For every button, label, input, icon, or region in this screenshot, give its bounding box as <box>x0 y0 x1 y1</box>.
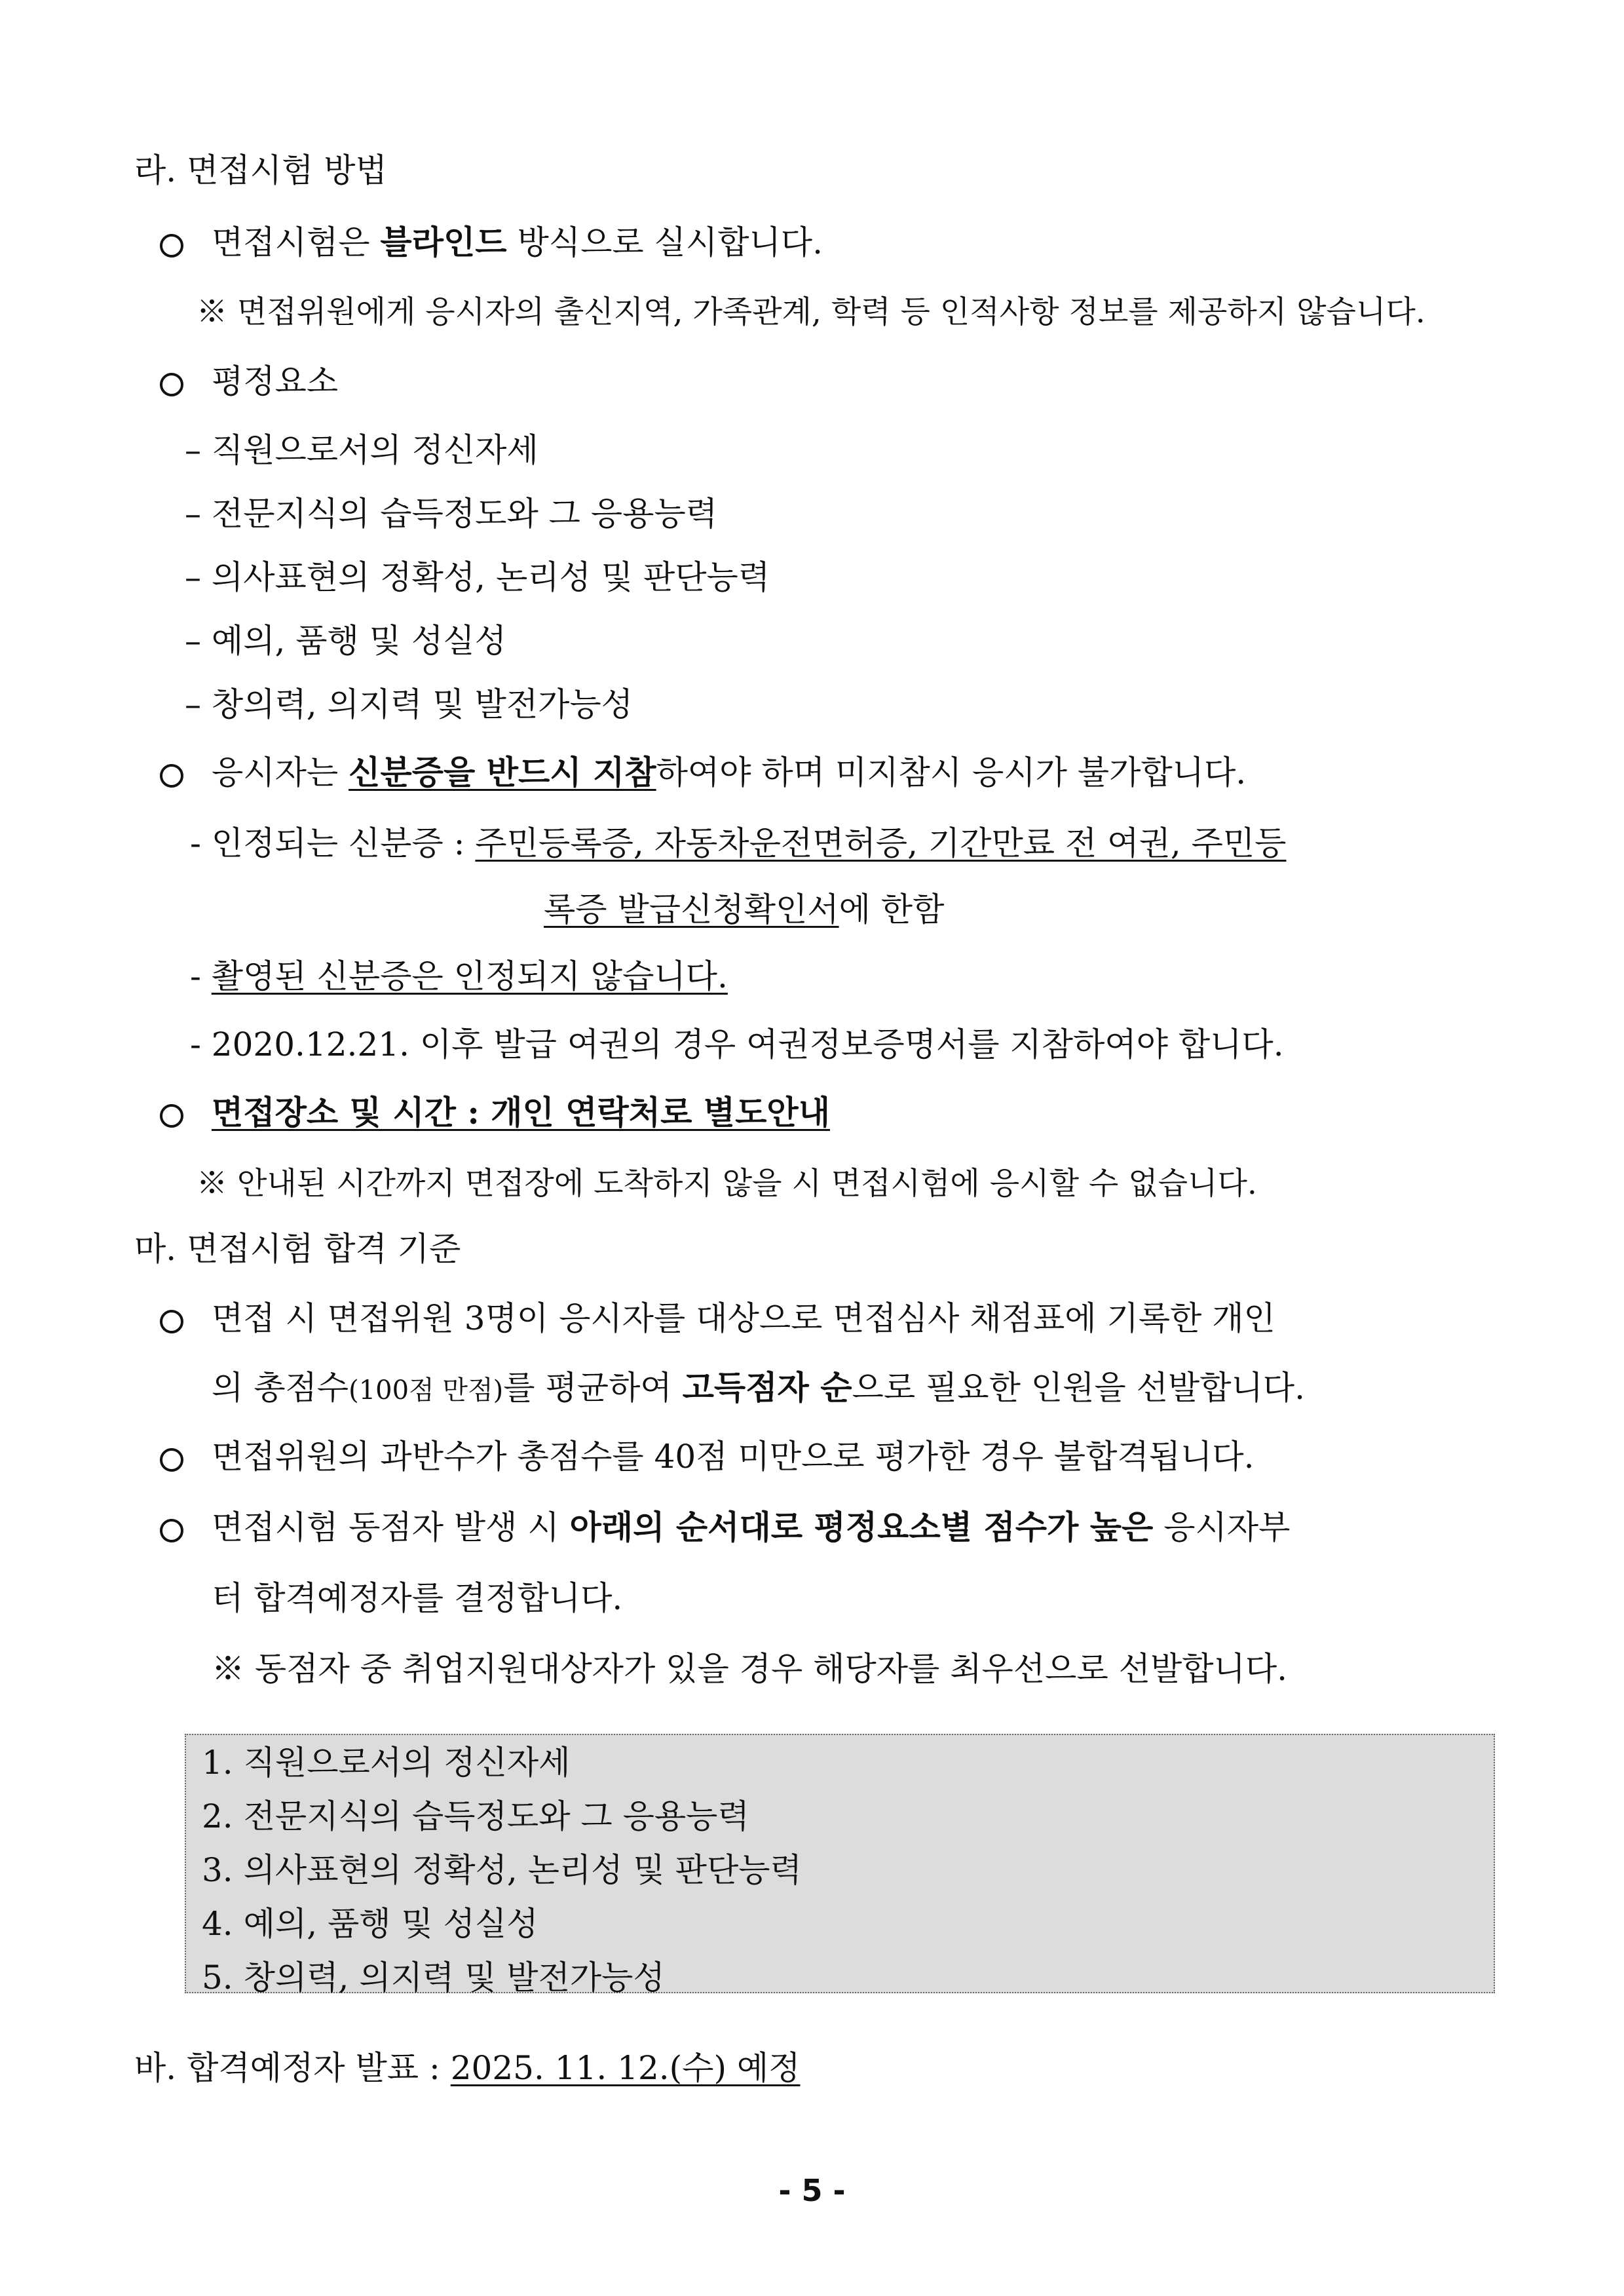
order-item: 5. 창의력, 의지력 및 발전가능성 <box>202 1959 665 1997</box>
tie-rule-line2: 터 합격예정자를 결정합니다. <box>212 1579 623 1617</box>
circle-bullet-icon <box>160 1310 183 1333</box>
announcement-date: 2025. 11. 12.(수) 예정 <box>450 2049 801 2087</box>
p1-pre: 의 총점수 <box>212 1369 349 1407</box>
id-accepted-list: 주민등록증, 자동차운전면허증, 기간만료 전 여권, 주민등 <box>475 824 1287 862</box>
id-accepted-line2 <box>544 889 944 930</box>
p1-small: (100점 만점) <box>349 1375 504 1406</box>
tie-note: ※ 동점자 중 취업지원대상자가 있을 경우 해당자를 최우선으로 선발합니다. <box>212 1650 1288 1688</box>
passport-text: - 2020.12.21. 이후 발급 여권의 경우 여권정보증명서를 지참하여야 합니다. <box>190 1025 1284 1063</box>
criteria-item: – 전문지식의 습득정도와 그 응용능력 <box>185 495 718 533</box>
p1-post: 으로 필요한 인원을 선발합니다. <box>852 1369 1305 1407</box>
pass-criteria-line2 <box>212 1367 1305 1411</box>
section-ma-title: 마. 면접시험 합격 기준 <box>134 1230 461 1268</box>
pass-criteria-line1: 면접 시 면접위원 3명이 응시자를 대상으로 면접심사 채점표에 기록한 개인 <box>212 1299 1275 1337</box>
criteria-item: – 예의, 품행 및 성실성 <box>185 622 506 660</box>
id-accepted-label: - 인정되는 신분증 : <box>190 824 476 862</box>
photo-id-dash: - <box>190 957 212 995</box>
criteria-item: – 의사표현의 정확성, 논리성 및 판단능력 <box>185 558 770 596</box>
circle-bullet-icon <box>160 373 183 396</box>
p3-bold: 아래의 순서대로 평정요소별 점수가 높은 <box>569 1508 1154 1546</box>
order-box <box>185 1734 1495 1997</box>
id-accepted-list-cont: 록증 발급신청확인서 <box>544 890 839 928</box>
id-pre: 응시자는 <box>212 754 349 792</box>
circle-bullet-icon <box>160 1519 183 1542</box>
blind-bold: 블라인드 <box>380 223 507 261</box>
order-item: 1. 직원으로서의 정신자세 <box>202 1744 571 1782</box>
p3-pre: 면접시험 동점자 발생 시 <box>212 1508 570 1546</box>
criteria-item: – 창의력, 의지력 및 발전가능성 <box>185 685 633 723</box>
blind-post: 방식으로 실시합니다. <box>506 223 823 261</box>
blind-pre: 면접시험은 <box>212 223 381 261</box>
id-bold: 신분증을 반드시 지참 <box>349 753 656 792</box>
order-item: 2. 전문지식의 습득정도와 그 응용능력 <box>202 1797 749 1835</box>
order-item: 3. 의사표현의 정확성, 논리성 및 판단능력 <box>202 1851 802 1889</box>
criteria-title: 평정요소 <box>212 362 339 400</box>
circle-bullet-icon <box>160 1104 183 1128</box>
id-accepted-line1 <box>190 822 1286 864</box>
blind-method-text <box>212 221 823 263</box>
tie-rule-line1 <box>212 1506 1290 1548</box>
section-ra-title: 라. 면접시험 방법 <box>134 151 387 189</box>
id-post: 하여야 하며 미지참시 응시가 불가합니다. <box>656 754 1247 792</box>
fail-criteria-text: 면접위원의 과반수가 총점수를 40점 미만으로 평가한 경우 불합격됩니다. <box>212 1438 1255 1476</box>
circle-bullet-icon <box>160 234 183 258</box>
criteria-item: – 직원으로서의 정신자세 <box>185 431 538 469</box>
p1-bold: 고득점자 순 <box>682 1368 852 1407</box>
p3-post: 응시자부 <box>1153 1508 1291 1546</box>
interview-place-text: 면접장소 및 시간 : 개인 연락처로 별도안내 <box>212 1093 830 1132</box>
announcement-label: 바. 합격예정자 발표 : <box>134 2049 451 2087</box>
id-accepted-post: 에 한함 <box>839 890 945 928</box>
circle-bullet-icon <box>160 764 183 788</box>
page-number: - 5 - <box>778 2173 846 2208</box>
blind-note: ※ 면접위원에게 응시자의 출신지역, 가족관계, 학력 등 인적사항 정보를 제공하지 않습니다. <box>197 294 1426 330</box>
photo-id-warning: 촬영된 신분증은 인정되지 않습니다. <box>211 957 728 995</box>
order-item: 4. 예의, 품행 및 성실성 <box>202 1905 538 1943</box>
section-ba <box>134 2047 801 2089</box>
photo-id-text <box>190 955 728 997</box>
place-note: ※ 안내된 시간까지 면접장에 도착하지 않을 시 면접시험에 응시할 수 없습니다. <box>197 1166 1257 1202</box>
circle-bullet-icon <box>160 1448 183 1472</box>
p1-mid: 를 평균하여 <box>503 1369 683 1407</box>
id-required-text <box>212 752 1246 794</box>
